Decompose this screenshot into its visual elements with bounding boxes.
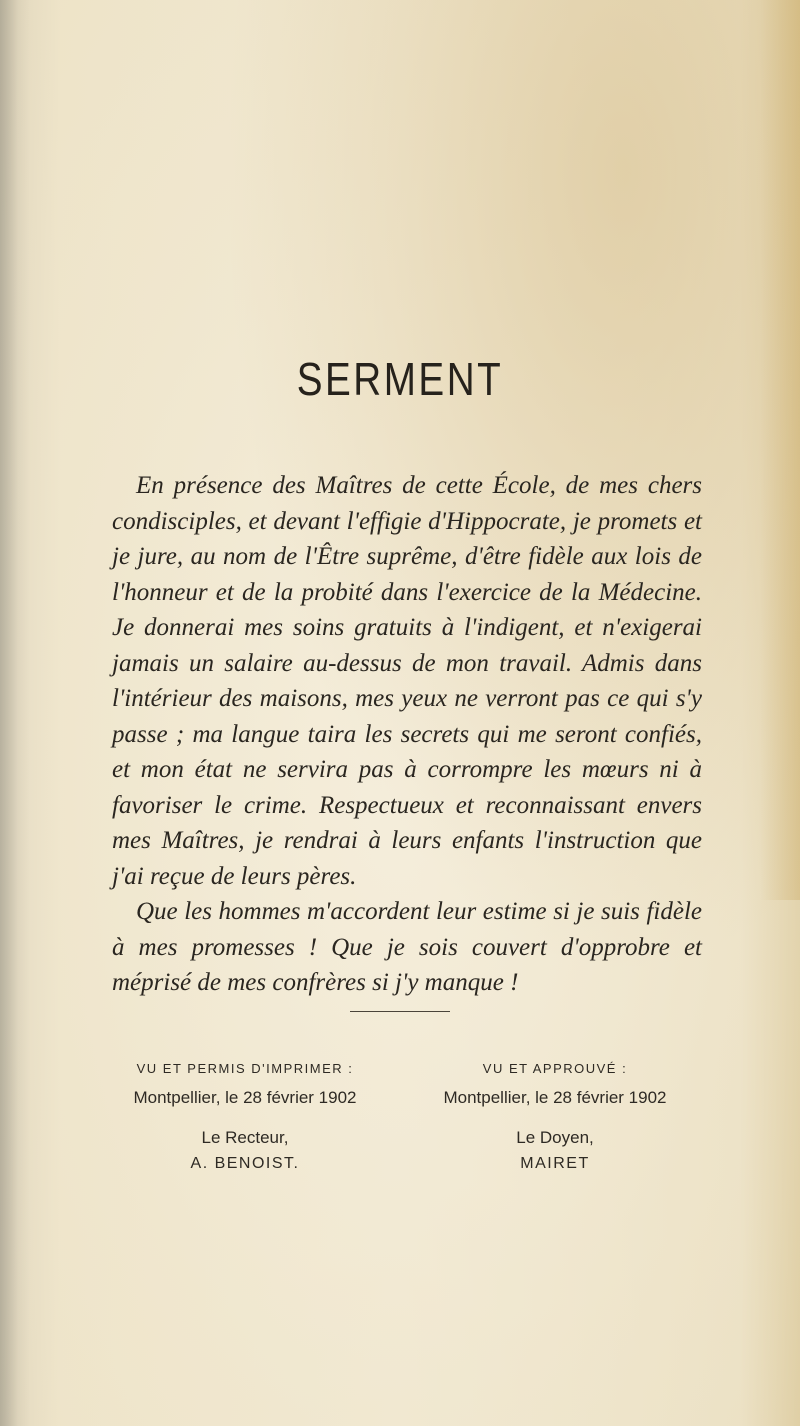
signature-place-date: Montpellier, le 28 février 1902 [133,1088,357,1107]
signature-block-rector [95,1061,395,1173]
signature-office: Le Recteur, [201,1128,289,1147]
signature-label: VU ET PERMIS D'IMPRIMER : [136,1061,354,1076]
signature-place-date: Montpellier, le 28 février 1902 [443,1088,667,1107]
signature-name: MAIRET [520,1155,590,1172]
divider-line [350,1011,450,1012]
signature-name: A. BENOIST. [190,1155,300,1172]
page-title: SERMENT [296,353,504,405]
oath-paragraph-1: En présence des Maîtres de cette École, de mes chers condisciples, et devant l'effigie d'Hippocrate, je promets et je jure, au nom de l'Être suprême, d'être fidèle aux lois de l'honneur et de la probité dans l'exercice de la Médecine. Je donnerai mes soins gratuits à l'indigent, et n'exigerai jamais un salaire au-dessus de mon travail. Admis dans l'intérieur des maisons, mes yeux ne verront pas ce qui s'y passe ; ma langue taira les secrets qui me seront confiés, et mon état ne servira pas à corrompre les mœurs ni à favoriser le crime. Respectueux et reconnaissant envers mes Maîtres, je rendrai à leurs enfants l'instruction que j'ai reçue de leurs pères. [112,472,702,890]
signature-office: Le Doyen, [516,1128,594,1147]
oath-paragraph-2: Que les hommes m'accordent leur estime si je suis fidèle à mes promesses ! Que je sois couvert d'opprobre et méprisé de mes confrères si j'y manque ! [112,898,702,996]
oath-text [112,468,702,1001]
signature-label: VU ET APPROUVÉ : [482,1061,628,1076]
signature-block-dean [405,1061,705,1173]
